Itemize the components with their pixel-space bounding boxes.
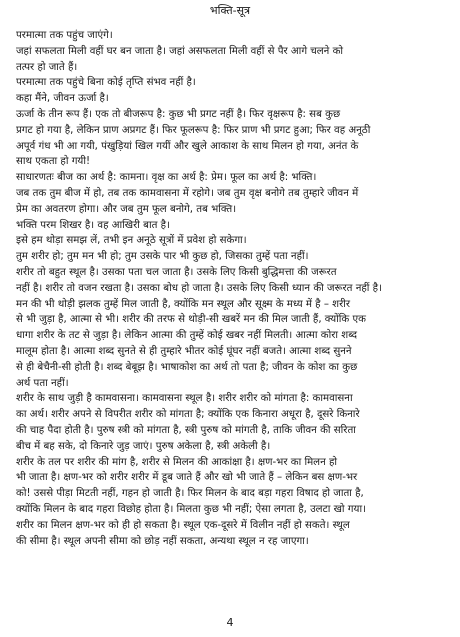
text-line: से ही बेचैनी-सी होती है। शब्द बेबूझ है। भाषाकोश का अर्थ तो पता है; जीवन के कोश का कुछ [16,361,358,373]
text-line: साधारणतः बीज का अर्थ है: कामना। वृक्ष का अर्थ है: प्रेम। फूल का अर्थ है: भक्ति। [16,172,317,184]
text-line: परमात्मा तक पहुंचे बिना कोई तृप्ति संभव नहीं है। [16,77,196,89]
text-line: जब तक तुम बीज में हो, तब तक कामवासना में रहोगे। जब तुम वृक्ष बनोगे तब तुम्हारे जीवन में [16,187,359,199]
page-header: भक्ति-सूत्र [209,4,251,17]
text-line: शरीर के तल पर शरीर की मांग है, शरीर से मिलन की आकांक्षा है। क्षण-भर का मिलन हो [16,456,338,468]
text-line: परमात्मा तक पहुंच जाएंगे। [16,30,113,41]
text-line: भक्ति परम शिखर है। वह आखिरी बात है। [16,219,170,231]
text-line: नहीं है। शरीर तो वजन रखता है। उसका बोध हो जाता है। उसके लिए किसी ध्यान की जरूरत नहीं है। [16,282,382,294]
text-line: साथ एकता हो गयी! [16,156,91,168]
text-line: भी जाता है। क्षण-भर को शरीर शरीर में डूब जाते हैं और खो भी जाते हैं – लेकिन बस क्षण-भर [16,472,358,484]
text-line: मालूम होता है। आत्मा शब्द सुनते से ही तुम्हारे भीतर कोई घूंघर नहीं बजते। आत्मा शब्द सुनने [16,345,352,357]
text-line: को! उससे पीड़ा मिटती नहीं, गहन हो जाती है। फिर मिलन के बाद बड़ा गहरा विषाद हो जाता है, [16,488,364,500]
text-line: जहां सफलता मिली वहीं घर बन जाता है। जहां असफलता मिली वहीं से पैर आगे चलने को [16,45,344,57]
text-line: कहा मैंने, जीवन ऊर्जा है। [16,93,109,105]
text-line [16,549,446,565]
text-line: की सीमा है। स्थूल अपनी सीमा को छोड़ नहीं सकता, अन्यथा स्थूल न रह जाएगा। [16,535,309,547]
text-line: अर्थ पता नहीं। [16,377,69,389]
text-line: शरीर का मिलन क्षण-भर को ही हो सकता है। स्थूल एक-दूसरे में विलीन नहीं हो सकते। स्थूल [16,519,350,531]
text-line: धागा शरीर के तट से जुड़ा है। लेकिन आत्मा की तुम्हें कोई खबर नहीं मिलती। आत्मा कोरा शब्द [16,330,358,342]
page-number: 4 [226,616,234,629]
page-body [16,28,446,565]
text-line: क्योंकि मिलन के बाद गहरा विछोह होता है। मिलता कुछ भी नहीं; ऐसा लगता है, उलटा खो गया। [16,503,366,515]
text-line: प्रेम का अवतरण होगा। और जब तुम फूल बनोगे, तब भक्ति। [16,203,237,215]
text-line: इसे हम थोड़ा समझ लें, तभी इन अनूठे सूत्रों में प्रवेश हो सकेगा। [16,235,247,247]
text-line: अपूर्व गंध भी आ गयी, पंखुड़ियां खिल गयीं और खुले आकाश के साथ मिलन हो गया, अनंत के [16,140,359,152]
text-line: बीच में बह सके, दो किनारे जुड़ जाएं। पुरुष अकेला है, स्त्री अकेली है। [16,440,271,452]
text-line: मन की भी थोड़ी झलक तुम्हें मिल जाती है, क्योंकि मन स्थूल और सूक्ष्म के मध्य में है – शरीर [16,298,351,310]
text-line: तत्पर हो जाते हैं। [16,61,78,73]
text-line: का अर्थ। शरीर अपने से विपरीत शरीर को मांगता है; क्योंकि एक किनारा अधूरा है, दूसरे किनारे [16,409,360,421]
text-line: ऊर्जा के तीन रूप हैं। एक तो बीजरूप है: कुछ भी प्रगट नहीं है। फिर वृक्षरूप है: सब कुछ [16,108,341,120]
text-line: प्रगट हो गया है, लेकिन प्राण अप्रगट हैं। फिर फूलरूप है: फिर प्राण भी प्रगट हुआ; फिर वह अनूठी [16,124,371,136]
text-line: की चाह पैदा होती है। पुरुष स्त्री को मांगता है, स्त्री पुरुष को मांगती है, ताकि जीवन की सरिता [16,424,356,436]
text-line: शरीर के साथ जुड़ी है कामवासना। कामवासना स्थूल है। शरीर शरीर को मांगता है: कामवासना [16,393,353,405]
text-line: से भी जुड़ा है, आत्मा से भी। शरीर की तरफ से थोड़ी-सी खबरें मन की मिल जाती हैं, क्योंकि एक [16,314,366,326]
text-line: शरीर तो बहुत स्थूल है। उसका पता चल जाता है। उसके लिए किसी बुद्धिमत्ता की जरूरत [16,266,337,278]
text-line: तुम शरीर हो; तुम मन भी हो; तुम उसके पार भी कुछ हो, जिसका तुम्हें पता नहीं। [16,251,309,263]
